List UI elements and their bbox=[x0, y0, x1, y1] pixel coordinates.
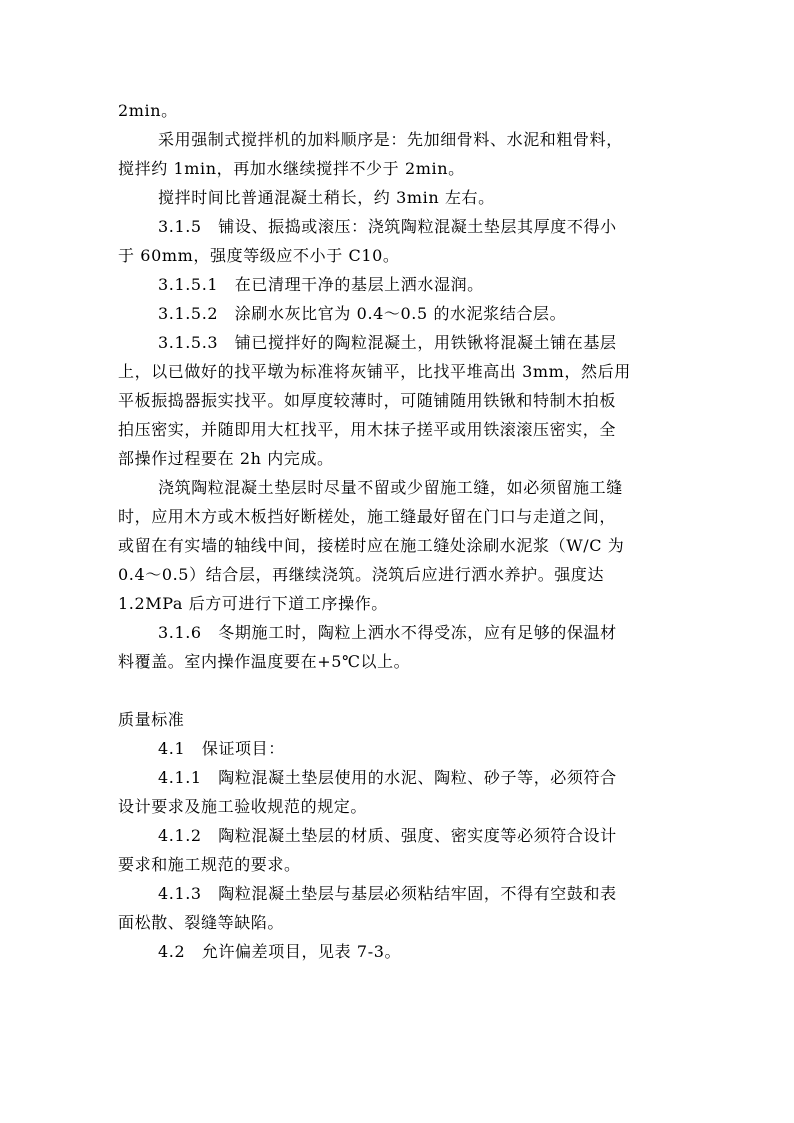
text-line: 2min。 bbox=[118, 101, 178, 120]
section-4-1-3: 4.1.3 陶粒混凝土垫层与基层必须粘结牢固，不得有空鼓和表 bbox=[158, 884, 617, 903]
section-4-1-2: 4.1.2 陶粒混凝土垫层的材质、强度、密实度等必须符合设计 bbox=[158, 826, 617, 845]
paragraph-construction-joint: 浇筑陶粒混凝土垫层时尽量不留或少留施工缝，如必须留施工缝 bbox=[158, 478, 623, 497]
text-line: 上，以已做好的找平墩为标准将灰铺平，比找平堆高出 3mm，然后用 bbox=[118, 362, 631, 381]
document-body bbox=[118, 96, 678, 966]
section-3-1-5-3: 3.1.5.3 铺已搅拌好的陶粒混凝土，用铁锹将混凝土铺在基层 bbox=[158, 333, 617, 352]
section-3-1-6: 3.1.6 冬期施工时，陶粒上洒水不得受冻，应有足够的保温材 bbox=[158, 623, 617, 642]
text-line: 部操作过程要在 2h 内完成。 bbox=[118, 449, 334, 468]
section-heading-quality-standard: 质量标准 bbox=[118, 710, 185, 729]
text-line: 设计要求及施工验收规范的规定。 bbox=[118, 797, 368, 816]
text-line: 0.4～0.5）结合层，再继续浇筑。浇筑后应进行洒水养护。强度达 bbox=[118, 565, 605, 584]
text-line: 拍压密实，并随即用大杠找平，用木抹子搓平或用铁滚滚压密实，全 bbox=[118, 420, 617, 439]
text-line: 1.2MPa 后方可进行下道工序操作。 bbox=[118, 594, 388, 613]
text-line: 料覆盖。室内操作温度要在+5℃以上。 bbox=[118, 652, 411, 671]
section-4-1: 4.1 保证项目： bbox=[158, 739, 285, 758]
text-line: 搅拌约 1min，再加水继续搅拌不少于 2min。 bbox=[118, 159, 465, 178]
section-4-2: 4.2 允许偏差项目，见表 7-3。 bbox=[158, 942, 402, 961]
blank-line bbox=[118, 676, 678, 705]
paragraph-mixing-time: 搅拌时间比普通混凝土稍长，约 3min 左右。 bbox=[158, 188, 495, 207]
section-3-1-5-1: 3.1.5.1 在已清理干净的基层上洒水湿润。 bbox=[158, 275, 484, 294]
section-3-1-5: 3.1.5 铺设、振捣或滚压：浇筑陶粒混凝土垫层其厚度不得小 bbox=[158, 217, 617, 236]
text-line: 要求和施工规范的要求。 bbox=[118, 855, 301, 874]
section-4-1-1: 4.1.1 陶粒混凝土垫层使用的水泥、陶粒、砂子等，必须符合 bbox=[158, 768, 617, 787]
text-line: 或留在有实墙的轴线中间，接槎时应在施工缝处涂刷水泥浆（W/C 为 bbox=[118, 536, 625, 555]
text-line: 面松散、裂缝等缺陷。 bbox=[118, 913, 285, 932]
paragraph-mixing-order: 采用强制式搅拌机的加料顺序是：先加细骨料、水泥和粗骨料， bbox=[158, 130, 623, 149]
text-line: 平板振捣器振实找平。如厚度较薄时，可随铺随用铁锹和特制木拍板 bbox=[118, 391, 617, 410]
section-3-1-5-2: 3.1.5.2 涂刷水灰比官为 0.4～0.5 的水泥浆结合层。 bbox=[158, 304, 567, 323]
text-line: 时，应用木方或木板挡好断槎处，施工缝最好留在门口与走道之间， bbox=[118, 507, 617, 526]
text-line: 于 60mm，强度等级应不小于 C10。 bbox=[118, 246, 400, 265]
